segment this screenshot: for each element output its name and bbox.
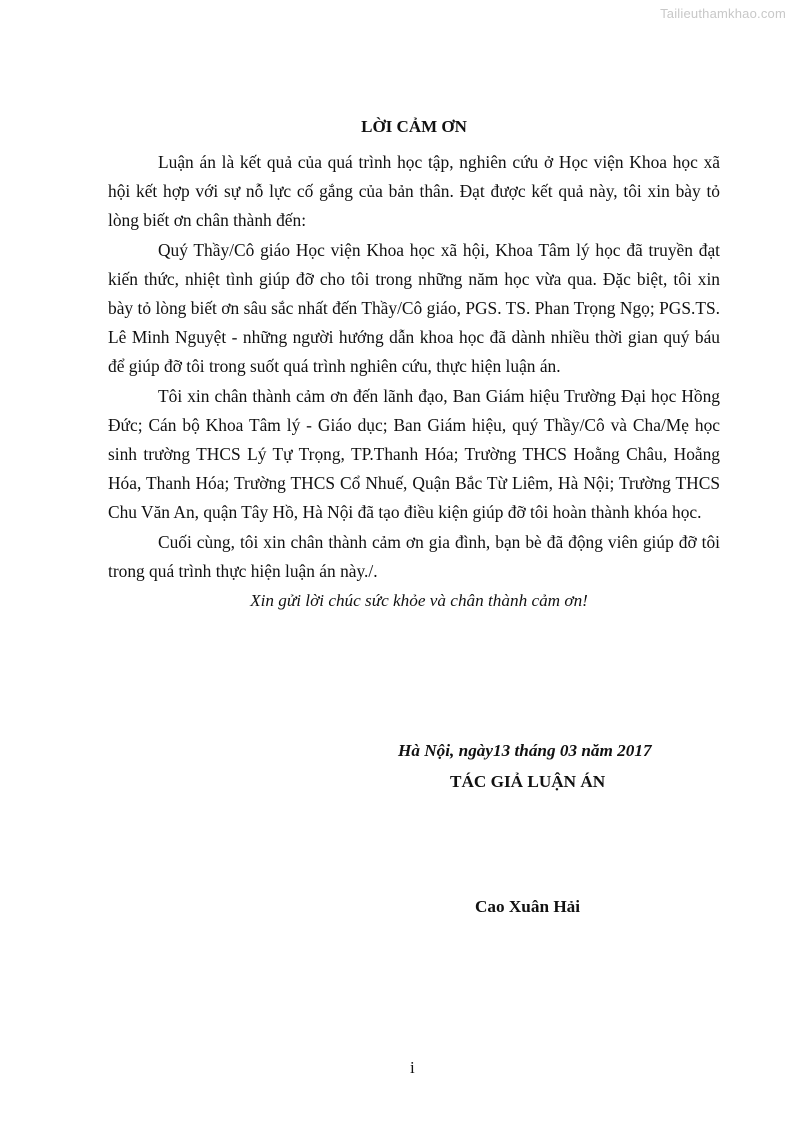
paragraph-family: Cuối cùng, tôi xin chân thành cảm ơn gia đình, bạn bè đã động viên giúp đỡ tôi trong quá trình thực hiện luận án này./. bbox=[108, 531, 720, 581]
page-title: LỜI CẢM ƠN bbox=[361, 117, 467, 136]
paragraph-intro: Luận án là kết quả của quá trình học tập, nghiên cứu ở Học viện Khoa học xã hội kết hợp với sự nỗ lực cố gắng của bản thân. Đạt được kết quả này, tôi xin bày tỏ lòng biết ơn chân thành đến: bbox=[108, 152, 720, 231]
signature-role: TÁC GIẢ LUẬN ÁN bbox=[450, 772, 606, 791]
signature-name: Cao Xuân Hải bbox=[475, 897, 581, 916]
page-number: i bbox=[410, 1058, 415, 1077]
closing-line: Xin gửi lời chúc sức khỏe và chân thành cảm ơn! bbox=[250, 591, 588, 611]
watermark: Tailieuthamkhao.com bbox=[660, 6, 786, 21]
document-page bbox=[108, 117, 720, 615]
paragraph-teachers: Quý Thầy/Cô giáo Học viện Khoa học xã hội, Khoa Tâm lý học đã truyền đạt kiến thức, nhiệt tình giúp đỡ cho tôi trong những năm học vừa qua. Đặc biệt, tôi xin bày tỏ lòng biết ơn sâu sắc nhất đến Thầy/Cô giáo, PGS. TS. Phan Trọng Ngọ; PGS.TS. Lê Minh Nguyệt - những người hướng dẫn khoa học đã dành nhiều thời gian quý báu để giúp đỡ tôi trong suốt quá trình nghiên cứu, thực hiện luận án. bbox=[108, 239, 720, 377]
signature-date: Hà Nội, ngày13 tháng 03 năm 2017 bbox=[398, 741, 652, 760]
paragraph-institutions: Tôi xin chân thành cảm ơn đến lãnh đạo, Ban Giám hiệu Trường Đại học Hồng Đức; Cán bộ Khoa Tâm lý - Giáo dục; Ban Giám hiệu, quý Thầy/Cô và Cha/Mẹ học sinh trường THCS Lý Tự Trọng, TP.Thanh Hóa; Trường THCS Hoằng Châu, Hoằng Hóa, Thanh Hóa; Trường THCS Cổ Nhuế, Quận Bắc Từ Liêm, Hà Nội; Trường THCS Chu Văn An, quận Tây Hồ, Hà Nội đã tạo điều kiện giúp đỡ tôi hoàn thành khóa học. bbox=[108, 385, 720, 523]
